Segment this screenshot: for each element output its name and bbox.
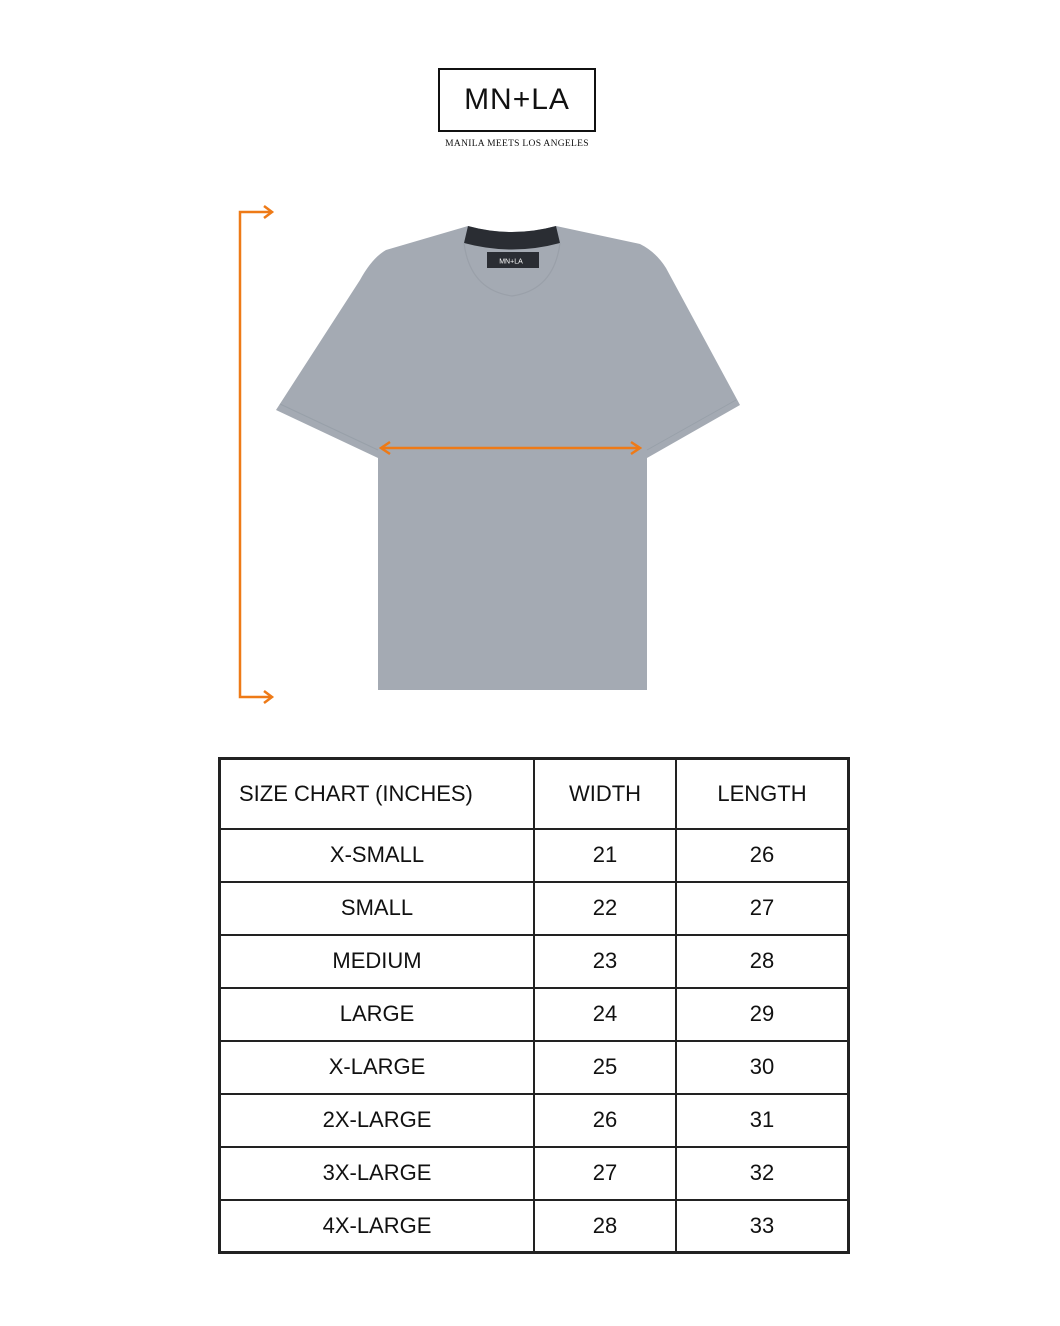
table-row bbox=[220, 935, 849, 988]
neck-label-text: MN+LA bbox=[499, 258, 523, 266]
brand-logo-text: MN+LA bbox=[464, 83, 570, 116]
size-chart-table bbox=[218, 757, 850, 1254]
cell-length: 31 bbox=[676, 1094, 849, 1147]
cell-size: X-LARGE bbox=[220, 1041, 535, 1094]
cell-width: 23 bbox=[534, 935, 676, 988]
cell-length: 27 bbox=[676, 882, 849, 935]
table-row bbox=[220, 829, 849, 882]
cell-size: LARGE bbox=[220, 988, 535, 1041]
brand-tagline: MANILA MEETS LOS ANGELES bbox=[445, 139, 589, 149]
cell-width: 28 bbox=[534, 1200, 676, 1253]
table-row bbox=[220, 1200, 849, 1253]
cell-length: 28 bbox=[676, 935, 849, 988]
header-width: WIDTH bbox=[534, 759, 676, 829]
table-row bbox=[220, 988, 849, 1041]
cell-size: MEDIUM bbox=[220, 935, 535, 988]
cell-width: 27 bbox=[534, 1147, 676, 1200]
header-size: SIZE CHART (INCHES) bbox=[220, 759, 535, 829]
cell-size: 4X-LARGE bbox=[220, 1200, 535, 1253]
cell-length: 32 bbox=[676, 1147, 849, 1200]
cell-size: 2X-LARGE bbox=[220, 1094, 535, 1147]
length-arrow bbox=[240, 206, 272, 703]
table-row bbox=[220, 1041, 849, 1094]
cell-width: 22 bbox=[534, 882, 676, 935]
cell-length: 33 bbox=[676, 1200, 849, 1253]
cell-size: SMALL bbox=[220, 882, 535, 935]
cell-length: 30 bbox=[676, 1041, 849, 1094]
table-header-row bbox=[220, 759, 849, 829]
cell-width: 25 bbox=[534, 1041, 676, 1094]
cell-size: X-SMALL bbox=[220, 829, 535, 882]
table-row bbox=[220, 1147, 849, 1200]
cell-length: 29 bbox=[676, 988, 849, 1041]
table-row bbox=[220, 882, 849, 935]
header-length: LENGTH bbox=[676, 759, 849, 829]
cell-size: 3X-LARGE bbox=[220, 1147, 535, 1200]
cell-width: 24 bbox=[534, 988, 676, 1041]
cell-length: 26 bbox=[676, 829, 849, 882]
cell-width: 21 bbox=[534, 829, 676, 882]
collar bbox=[464, 226, 560, 250]
cell-width: 26 bbox=[534, 1094, 676, 1147]
table-row bbox=[220, 1094, 849, 1147]
